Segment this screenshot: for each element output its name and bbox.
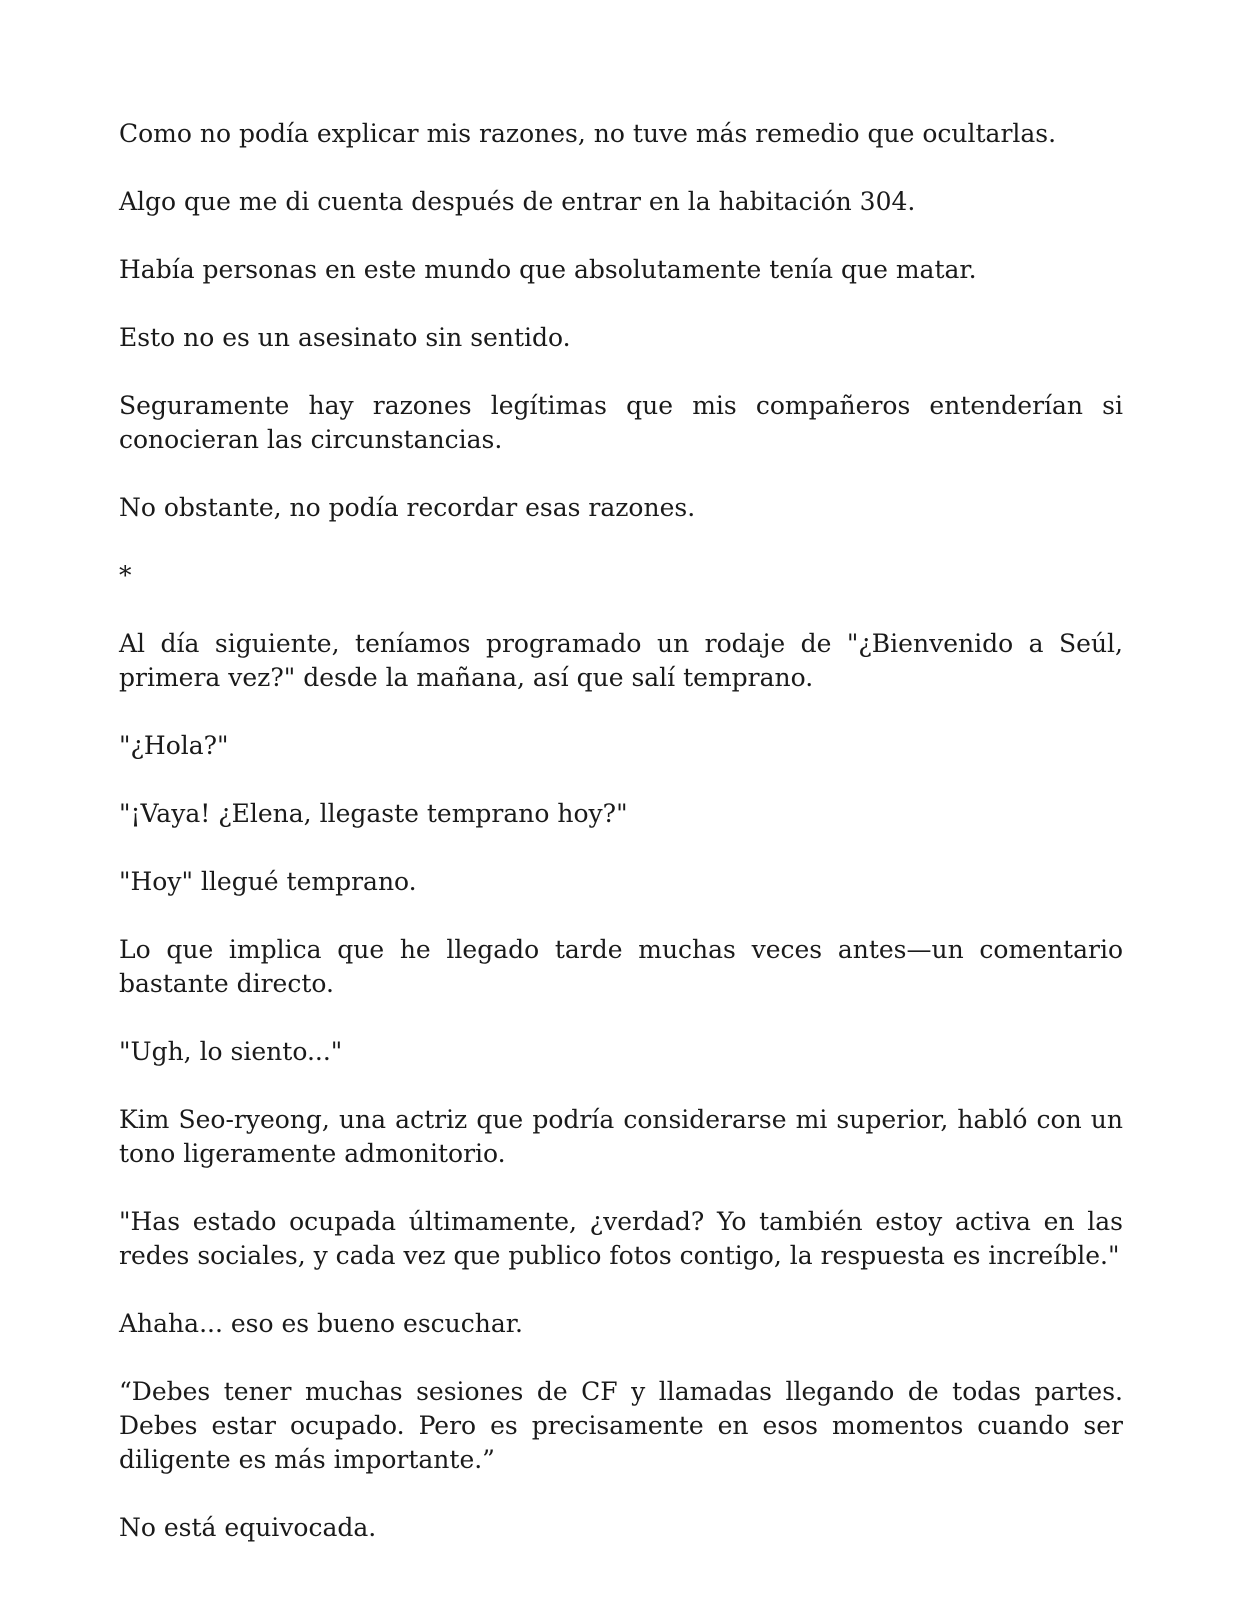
paragraph: Lo que implica que he llegado tarde muchas veces antes—un comentario bastante directo.: [119, 935, 1123, 998]
paragraph: Esto no es un asesinato sin sentido.: [119, 323, 571, 352]
paragraph: "Hoy" llegué temprano.: [119, 867, 417, 896]
paragraph: Ahaha... eso es bueno escuchar.: [119, 1309, 523, 1338]
dialogue-line: "¡Vaya! ¿Elena, llegaste temprano hoy?": [119, 799, 628, 828]
dialogue-line: “Debes tener muchas sesiones de CF y llamadas llegando de todas partes. Debes estar ocupado. Pero es precisamente en esos momentos cuando ser diligente es más importante.”: [119, 1377, 1123, 1474]
dialogue-line: "Has estado ocupada últimamente, ¿verdad? Yo también estoy activa en las redes sociales, y cada vez que publico fotos contigo, la respuesta es increíble.": [119, 1207, 1123, 1270]
paragraph: Seguramente hay razones legítimas que mis compañeros entenderían si conocieran las circunstancias.: [119, 391, 1123, 454]
paragraph: Había personas en este mundo que absolutamente tenía que matar.: [119, 255, 977, 284]
paragraph: Algo que me di cuenta después de entrar en la habitación 304.: [119, 187, 916, 216]
scene-separator: *: [119, 561, 132, 590]
document-body: [119, 117, 1123, 1545]
paragraph: No obstante, no podía recordar esas razones.: [119, 493, 696, 522]
paragraph: Kim Seo-ryeong, una actriz que podría considerarse mi superior, habló con un tono ligeramente admonitorio.: [119, 1105, 1123, 1168]
paragraph: No está equivocada.: [119, 1513, 377, 1542]
paragraph: Como no podía explicar mis razones, no tuve más remedio que ocultarlas.: [119, 119, 1057, 148]
dialogue-line: "¿Hola?": [119, 731, 229, 760]
paragraph: Al día siguiente, teníamos programado un rodaje de "¿Bienvenido a Seúl, primera vez?" desde la mañana, así que salí temprano.: [119, 629, 1123, 692]
dialogue-line: "Ugh, lo siento...": [119, 1037, 343, 1066]
